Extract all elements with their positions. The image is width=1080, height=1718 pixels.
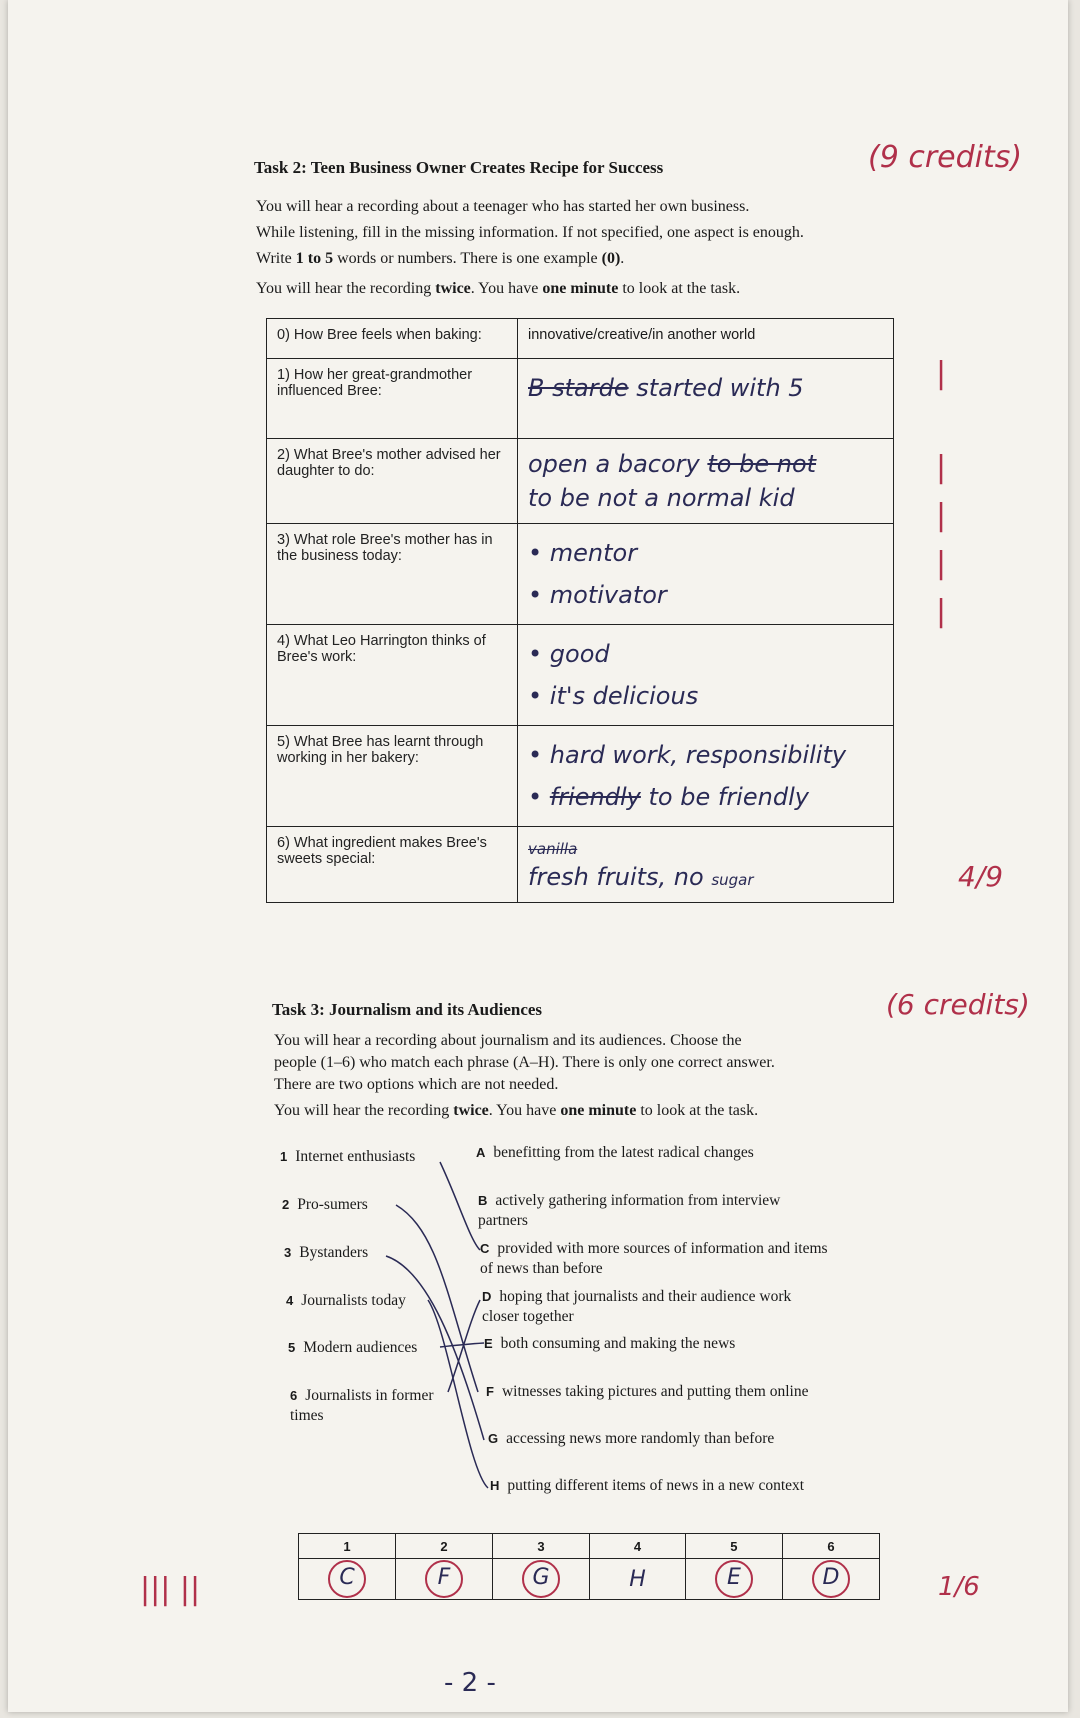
task2-title: Task 2: Teen Business Owner Creates Recipe for Success [254, 158, 664, 177]
phrase-item: C provided with more sources of information and items of news than before [480, 1240, 828, 1277]
task3-instr-line3: There are two options which are not needed. [274, 1076, 559, 1093]
answer-cell: innovative/creative/in another world [518, 319, 894, 359]
phrase-item: E both consuming and making the news [484, 1335, 736, 1352]
worksheet-page [8, 0, 1068, 1712]
person-item: 3 Bystanders [284, 1244, 369, 1261]
task3-instr-line2: people (1–6) who match each phrase (A–H). There is only one correct answer. [274, 1054, 775, 1071]
task2-check-marks: | | | | | [936, 356, 947, 629]
answer-cell[interactable]: D [782, 1559, 879, 1600]
person-item: 1 Internet enthusiasts [280, 1148, 416, 1165]
question-cell: 2) What Bree's mother advised her daughter to do: [267, 439, 518, 524]
question-cell: 5) What Bree has learnt through working in her bakery: [267, 726, 518, 827]
answer-cell[interactable]: E [685, 1559, 782, 1600]
task3-instr-line4: You will hear the recording twice. You have one minute to look at the task. [274, 1102, 759, 1119]
tally-marks: ||| || [140, 1572, 201, 1607]
phrase-item: A benefitting from the latest radical changes [476, 1144, 754, 1161]
answer-cell[interactable]: B starde started with 5 [518, 359, 894, 439]
task3-title: Task 3: Journalism and its Audiences [272, 1000, 543, 1019]
task3-score: 1/6 [938, 1572, 980, 1602]
answer-cell[interactable]: C [299, 1559, 396, 1600]
answer-header: 6 [782, 1534, 879, 1559]
question-cell: 1) How her great-grandmother influenced Bree: [267, 359, 518, 439]
answer-header-row [299, 1534, 880, 1559]
match-line [440, 1162, 480, 1250]
phrase-item: D hoping that journalists and their audience work closer together [482, 1288, 792, 1325]
question-cell: 6) What ingredient makes Bree's sweets special: [267, 827, 518, 903]
person-item: 4 Journalists today [286, 1292, 406, 1309]
question-cell: 4) What Leo Harrington thinks of Bree's work: [267, 625, 518, 726]
answer-header: 2 [396, 1534, 493, 1559]
answer-header: 4 [590, 1534, 686, 1559]
task3-credits: (6 credits) [886, 988, 1030, 1021]
task2-instr-line4: You will hear the recording twice. You have one minute to look at the task. [256, 280, 741, 297]
task2-credits: (9 credits) [868, 140, 1023, 175]
answer-value-row [299, 1559, 880, 1600]
answer-cell[interactable]: vanilla fresh fruits, no sugar [518, 827, 894, 903]
task2-instr-line1: You will hear a recording about a teenager who has started her own business. [256, 198, 750, 215]
task2-score: 4/9 [958, 860, 1004, 893]
matching-lines [8, 0, 1068, 1712]
phrase-item: F witnesses taking pictures and putting them online [486, 1383, 809, 1400]
question-cell: 3) What role Bree's mother has in the business today: [267, 524, 518, 625]
task3-answer-table [298, 1533, 880, 1600]
answer-cell[interactable]: H [590, 1559, 686, 1600]
person-item: 6 Journalists in former times [290, 1387, 434, 1424]
task3-instr-line1: You will hear a recording about journalism and its audiences. Choose the [274, 1032, 742, 1049]
answer-cell[interactable]: F [396, 1559, 493, 1600]
question-cell: 0) How Bree feels when baking: [267, 319, 518, 359]
phrase-item: H putting different items of news in a new context [490, 1477, 805, 1494]
person-item: 5 Modern audiences [288, 1339, 418, 1356]
match-line [396, 1205, 478, 1392]
answer-cell[interactable]: open a bacory to be not to be not a normal kid [518, 439, 894, 524]
answer-cell[interactable]: • hard work, responsibility • friendly to be friendly [518, 726, 894, 827]
answer-cell[interactable]: G [493, 1559, 590, 1600]
phrase-item: G accessing news more randomly than before [488, 1430, 775, 1447]
match-line [440, 1343, 484, 1347]
match-line [386, 1256, 484, 1440]
phrase-item: B actively gathering information from interview partners [478, 1192, 781, 1229]
answer-cell[interactable]: • good • it's delicious [518, 625, 894, 726]
answer-header: 1 [299, 1534, 396, 1559]
person-item: 2 Pro-sumers [282, 1196, 368, 1213]
answer-header: 5 [685, 1534, 782, 1559]
answer-cell[interactable]: • mentor • motivator [518, 524, 894, 625]
answer-header: 3 [493, 1534, 590, 1559]
page-number: - 2 - [444, 1668, 496, 1698]
task2-instr-line2: While listening, fill in the missing information. If not specified, one aspect is enough. [256, 224, 804, 241]
task2-instr-line3: Write 1 to 5 words or numbers. There is one example (0). [256, 250, 625, 267]
